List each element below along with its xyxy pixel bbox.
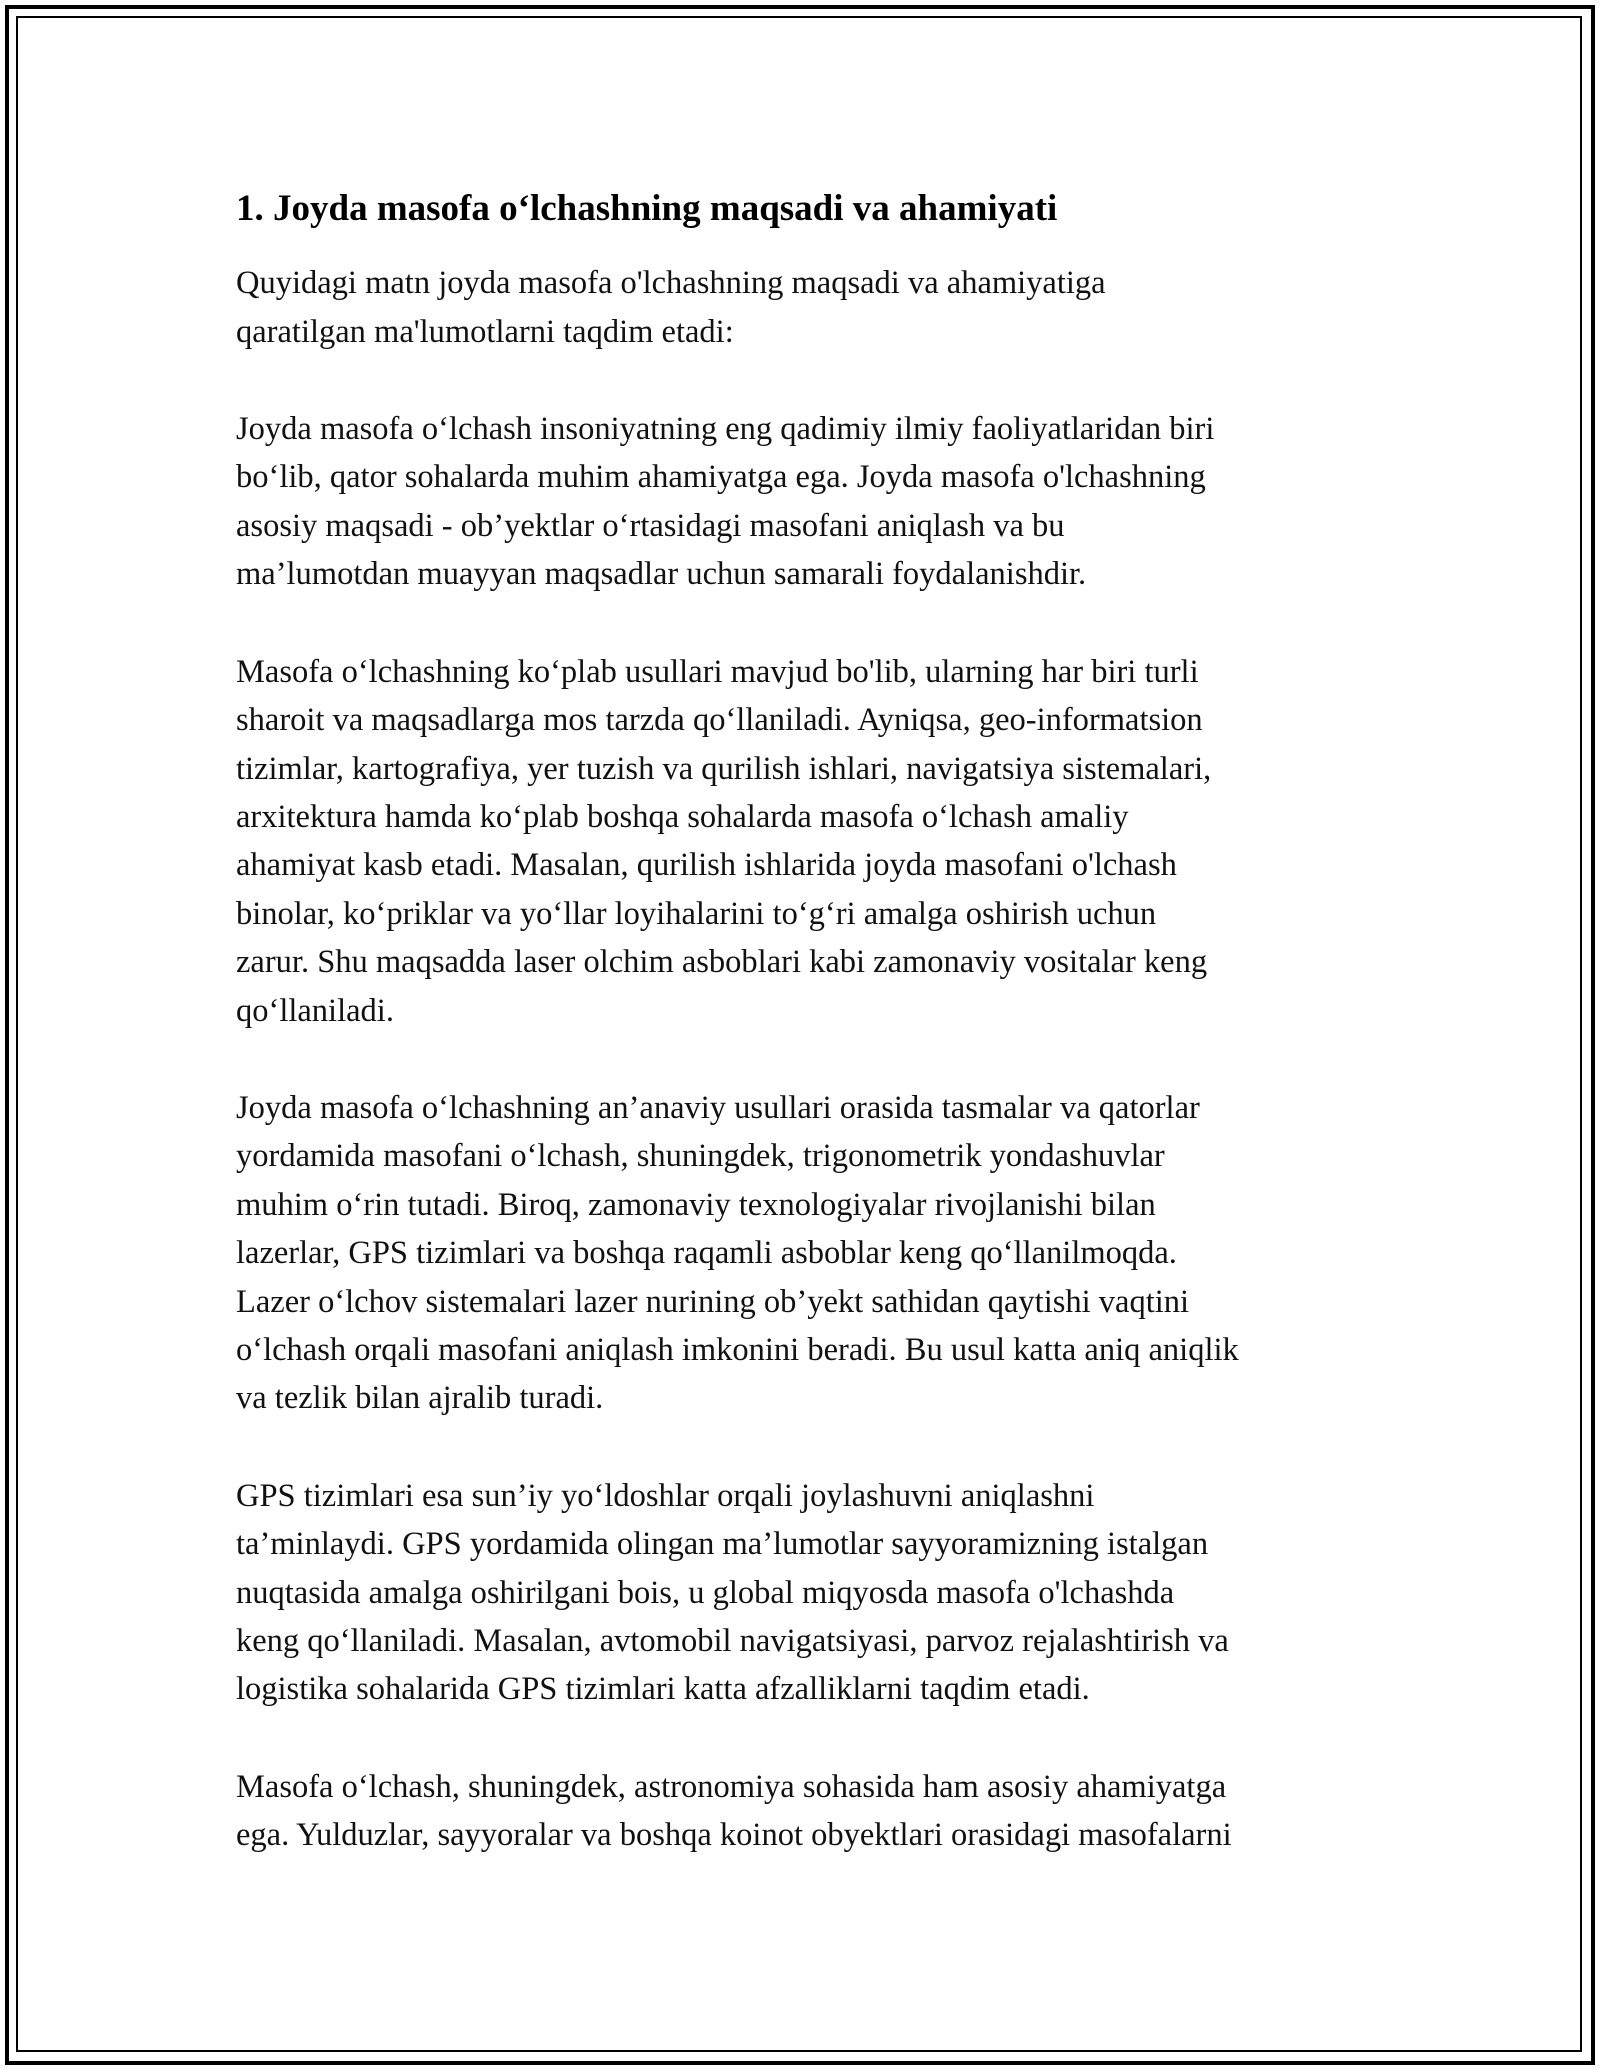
text-line: muhim o‘rin tutadi. Biroq, zamonaviy texnologiyalar rivojlanishi bilan — [236, 1186, 1156, 1223]
text-line: Joyda masofa o‘lchashning an’anaviy usullari orasida tasmalar va qatorlar — [236, 1089, 1200, 1126]
text-line: ega. Yulduzlar, sayyoralar va boshqa koinot obyektlari orasidagi masofalarni — [236, 1817, 1232, 1854]
text-line: bo‘lib, qator sohalarda muhim ahamiyatga ega. Joyda masofa o'lchashning — [236, 459, 1206, 496]
text-line: sharoit va maqsadlarga mos tarzda qo‘llaniladi. Ayniqsa, geo-informatsion — [236, 702, 1203, 739]
text-line: nuqtasida amalga oshirilgani bois, u global miqyosda masofa o'lchashda — [236, 1574, 1175, 1611]
text-line: tizimlar, kartografiya, yer tuzish va qurilish ishlari, navigatsiya sistemalari, — [236, 750, 1212, 787]
text-line: o‘lchash orqali masofani aniqlash imkonini beradi. Bu usul katta aniq aniqlik — [236, 1331, 1239, 1368]
paragraph-purpose — [236, 405, 1386, 599]
text-line: Quyidagi matn joyda masofa o'lchashning maqsadi va ahamiyatiga — [236, 265, 1106, 302]
text-line: logistika sohalarida GPS tizimlari katta afzalliklarni taqdim etadi. — [236, 1671, 1090, 1708]
text-line: ma’lumotdan muayyan maqsadlar uchun samarali foydalanishdir. — [236, 556, 1087, 593]
paragraph-astronomy — [236, 1763, 1386, 1860]
paragraph-traditional-methods — [236, 1084, 1386, 1423]
text-line: qaratilgan ma'lumotlarni taqdim etadi: — [236, 313, 734, 350]
text-line: yordamida masofani o‘lchash, shuningdek, trigonometrik yondashuvlar — [236, 1138, 1165, 1175]
text-line: binolar, ko‘priklar va yo‘llar loyihalarini to‘g‘ri amalga oshirish uchun — [236, 895, 1157, 932]
document-body — [236, 186, 1386, 1860]
text-line: ta’minlaydi. GPS yordamida olingan ma’lumotlar sayyoramizning istalgan — [236, 1526, 1209, 1563]
text-line: va tezlik bilan ajralib turadi. — [236, 1380, 604, 1417]
paragraph-intro — [236, 259, 1386, 356]
paragraph-gps — [236, 1472, 1386, 1714]
text-line: asosiy maqsadi - ob’yektlar o‘rtasidagi masofani aniqlash va bu — [236, 507, 1065, 544]
text-line: ahamiyat kasb etadi. Masalan, qurilish ishlarida joyda masofani o'lchash — [236, 847, 1177, 884]
section-heading: 1. Joyda masofa o‘lchashning maqsadi va ahamiyati — [236, 188, 1058, 229]
text-line: arxitektura hamda ko‘plab boshqa sohalarda masofa o‘lchash amaliy — [236, 798, 1129, 835]
text-line: Masofa o‘lchashning ko‘plab usullari mavjud bo'lib, ularning har biri turli — [236, 653, 1199, 690]
text-line: Masofa o‘lchash, shuningdek, astronomiya sohasida ham asosiy ahamiyatga — [236, 1768, 1227, 1805]
paragraph-methods — [236, 648, 1386, 1035]
text-line: zarur. Shu maqsadda laser olchim asboblari kabi zamonaviy vositalar keng — [236, 944, 1208, 981]
text-line: lazerlar, GPS tizimlari va boshqa raqamli asboblar keng qo‘llanilmoqda. — [236, 1235, 1177, 1272]
text-line: Lazer o‘lchov sistemalari lazer nurining ob’yekt sathidan qaytishi vaqtini — [236, 1283, 1190, 1320]
text-line: GPS tizimlari esa sun’iy yo‘ldoshlar orqali joylashuvni aniqlashni — [236, 1477, 1095, 1514]
text-line: Joyda masofa o‘lchash insoniyatning eng qadimiy ilmiy faoliyatlaridan biri — [236, 411, 1215, 448]
text-line: qo‘llaniladi. — [236, 992, 394, 1029]
text-line: keng qo‘llaniladi. Masalan, avtomobil navigatsiyasi, parvoz rejalashtirish va — [236, 1623, 1229, 1659]
